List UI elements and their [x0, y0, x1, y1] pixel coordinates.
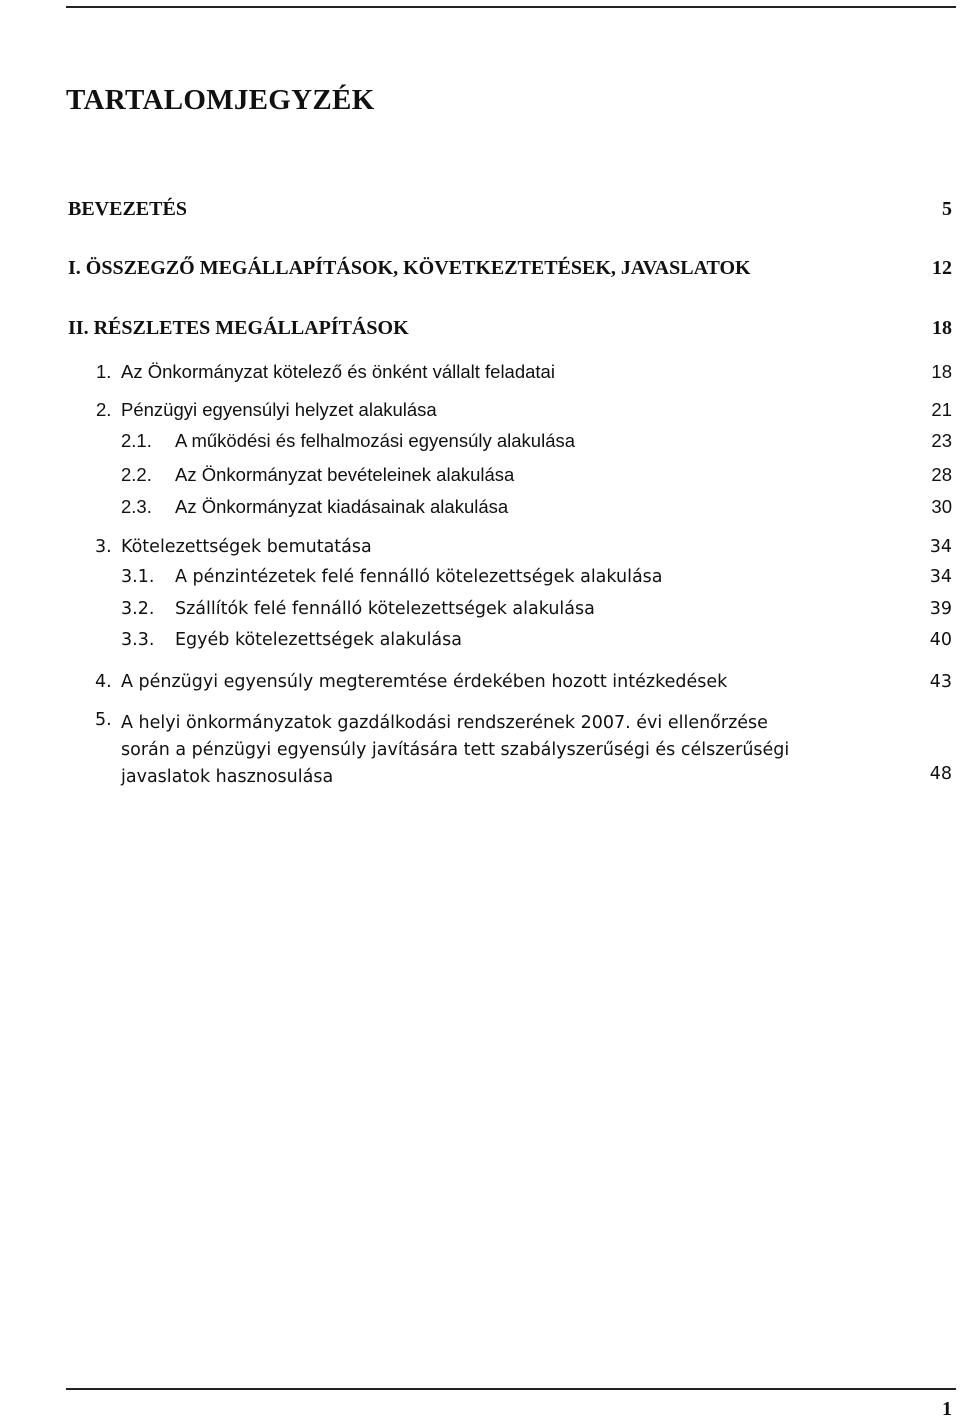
- toc-entry-title: Az Önkormányzat bevételeinek alakulása: [175, 464, 515, 485]
- toc-entry-number: 3.3.: [121, 630, 155, 650]
- toc-entry-3[interactable]: [0, 537, 960, 567]
- toc-entry-title: A pénzügyi egyensúly megteremtése érdekében hozott intézkedések: [121, 672, 728, 692]
- toc-entry-title: I. ÖSSZEGZŐ MEGÁLLAPÍTÁSOK, KÖVETKEZTETÉSEK, JAVASLATOK: [68, 257, 751, 279]
- header-rule: [66, 6, 956, 8]
- toc-entry-page: 18: [932, 317, 952, 339]
- toc-entry-page: 18: [931, 361, 952, 382]
- toc-entry-page: 28: [931, 464, 952, 485]
- toc-entry-number: 4.: [95, 672, 112, 692]
- toc-entry-number: 3.1.: [121, 567, 155, 587]
- toc-entry-3-1[interactable]: [0, 567, 960, 597]
- toc-entry-number: 2.1.: [121, 430, 152, 451]
- toc-entry-page: 39: [929, 599, 952, 619]
- toc-entry-title: Az Önkormányzat kötelező és önként vállalt feladatai: [121, 361, 555, 382]
- page-title: TARTALOMJEGYZÉK: [66, 84, 375, 116]
- toc-entry-title-line: során a pénzügyi egyensúly javítására tett szabályszerűségi és célszerűségi: [121, 740, 790, 760]
- toc-entry-2-3[interactable]: [0, 496, 960, 526]
- toc-entry-title: Pénzügyi egyensúlyi helyzet alakulása: [121, 399, 437, 420]
- toc-entry-part2[interactable]: [0, 317, 960, 347]
- toc-entry-1[interactable]: [0, 361, 960, 391]
- toc-entry-title-line: A helyi önkormányzatok gazdálkodási rendszerének 2007. évi ellenőrzése: [121, 713, 768, 733]
- toc-entry-number: 2.2.: [121, 464, 152, 485]
- toc-entry-title: Kötelezettségek bemutatása: [121, 537, 372, 557]
- toc-entry-page: 43: [929, 672, 952, 692]
- toc-entry-number: 5.: [95, 710, 112, 730]
- toc-entry-title: Szállítók felé fennálló kötelezettségek alakulása: [175, 599, 595, 619]
- toc-entry-2-2[interactable]: [0, 464, 960, 494]
- toc-entry-page: 30: [931, 496, 952, 517]
- page-number: 1: [942, 1398, 952, 1420]
- toc-entry-number: 3.: [95, 537, 112, 557]
- toc-entry-4[interactable]: [0, 672, 960, 702]
- toc-entry-2[interactable]: [0, 399, 960, 429]
- toc-entry-5[interactable]: [0, 709, 960, 793]
- toc-entry-page: 23: [931, 430, 952, 451]
- toc-entry-title: BEVEZETÉS: [68, 198, 187, 220]
- toc-entry-number: 1.: [96, 361, 112, 382]
- toc-entry-title: A pénzintézetek felé fennálló kötelezettségek alakulása: [175, 567, 663, 587]
- toc-entry-2-1[interactable]: [0, 430, 960, 460]
- toc-entry-title: A működési és felhalmozási egyensúly alakulása: [175, 430, 576, 451]
- toc-entry-3-3[interactable]: [0, 630, 960, 660]
- toc-entry-number: 2.: [96, 399, 112, 420]
- toc-entry-page: 21: [931, 399, 952, 420]
- toc-entry-page: 40: [929, 630, 952, 650]
- toc-entry-title: II. RÉSZLETES MEGÁLLAPÍTÁSOK: [68, 317, 409, 339]
- footer-rule: [66, 1388, 956, 1390]
- toc-entry-page: 34: [929, 537, 952, 557]
- toc-entry-title: Az Önkormányzat kiadásainak alakulása: [175, 496, 509, 517]
- toc-entry-bevezetes[interactable]: [0, 198, 960, 228]
- toc-entry-number: 3.2.: [121, 599, 155, 619]
- toc-entry-page: 48: [929, 764, 952, 784]
- toc-entry-page: 5: [942, 198, 952, 220]
- toc-entry-page: 12: [932, 257, 952, 279]
- toc-entry-number: 2.3.: [121, 496, 152, 517]
- toc-entry-3-2[interactable]: [0, 599, 960, 629]
- toc-entry-page: 34: [929, 567, 952, 587]
- toc-entry-part1[interactable]: [0, 257, 960, 287]
- toc-entry-title-line: javaslatok hasznosulása: [121, 767, 334, 787]
- toc-entry-title: Egyéb kötelezettségek alakulása: [175, 630, 462, 650]
